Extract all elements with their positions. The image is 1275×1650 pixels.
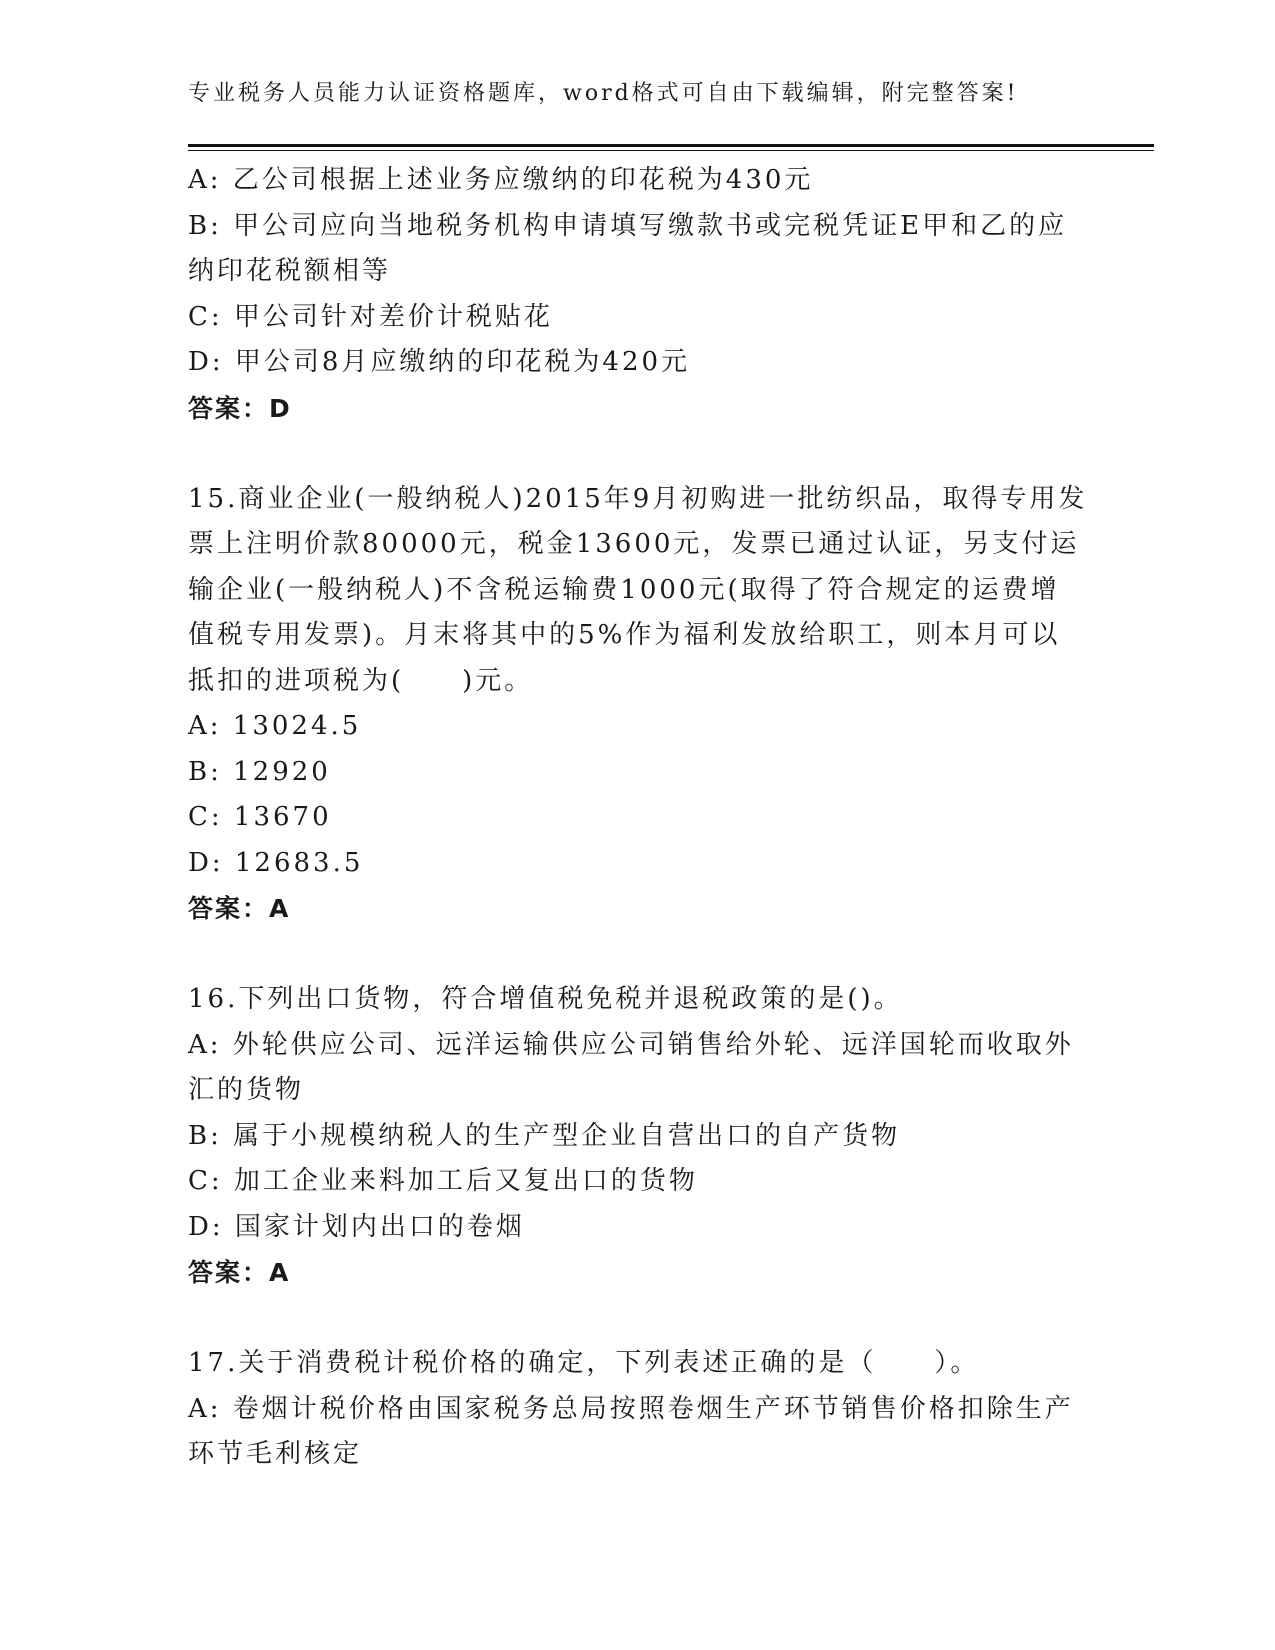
question-stem: 抵扣的进项税为( )元。: [188, 665, 534, 696]
question-stem: 17.关于消费税计税价格的确定，下列表述正确的是（ ）。: [188, 1348, 980, 1378]
spacer: [188, 932, 1088, 978]
option-c: C: 甲公司针对差价计税贴花: [188, 301, 553, 332]
question-stem: 15.商业企业(一般纳税人)2015年9月初购进一批纺织品，取得专用发: [188, 483, 1088, 514]
option-b: B: 属于小规模纳税人的生产型企业自营出口的自产货物: [188, 1120, 901, 1151]
option-d: D: 12683.5: [188, 847, 364, 878]
question-stem: 16.下列出口货物，符合增值税免税并退税政策的是()。: [188, 984, 903, 1014]
answer: 答案：A: [188, 1258, 291, 1287]
header-rule: [188, 144, 1154, 147]
question-stem: 输企业(一般纳税人)不含税运输费1000元(取得了符合规定的运费增: [188, 574, 1060, 605]
question-17: [188, 1341, 1088, 1478]
question-14-tail: [188, 158, 1088, 431]
option-b-cont: 纳印花税额相等: [188, 256, 392, 286]
option-a: A: 外轮供应公司、远洋运输供应公司销售给外轮、远洋国轮而收取外: [188, 1029, 1074, 1060]
option-b: B: 甲公司应向当地税务机构申请填写缴款书或完税凭证E甲和乙的应: [188, 210, 1068, 241]
header-rule-thin: [188, 150, 1154, 151]
option-c: C: 加工企业来料加工后又复出口的货物: [188, 1166, 698, 1196]
option-a: A: 13024.5: [188, 711, 362, 741]
spacer: [188, 431, 1088, 477]
document-body: [188, 158, 1088, 1478]
option-d: D: 甲公司8月应缴纳的印花税为420元: [188, 347, 691, 377]
answer: 答案：A: [188, 894, 291, 923]
option-b: B: 12920: [188, 756, 331, 787]
question-stem: 值税专用发票)。月末将其中的5%作为福利发放给职工，则本月可以: [188, 620, 1061, 650]
spacer: [188, 1296, 1088, 1342]
question-15: [188, 477, 1088, 932]
option-d: D: 国家计划内出口的卷烟: [188, 1211, 525, 1242]
option-a-cont: 环节毛利核定: [188, 1439, 363, 1469]
option-a: A: 卷烟计税价格由国家税务总局按照卷烟生产环节销售价格扣除生产: [188, 1393, 1074, 1424]
page-header: 专业税务人员能力认证资格题库，word格式可自由下载编辑，附完整答案!: [188, 81, 1019, 106]
question-16: [188, 977, 1088, 1296]
option-a-cont: 汇的货物: [188, 1075, 305, 1105]
answer: 答案：D: [188, 393, 292, 423]
option-a: A: 乙公司根据上述业务应缴纳的印花税为430元: [188, 165, 814, 195]
question-stem: 票上注明价款80000元，税金13600元，发票已通过认证，另支付运: [188, 529, 1080, 559]
option-c: C: 13670: [188, 802, 332, 832]
